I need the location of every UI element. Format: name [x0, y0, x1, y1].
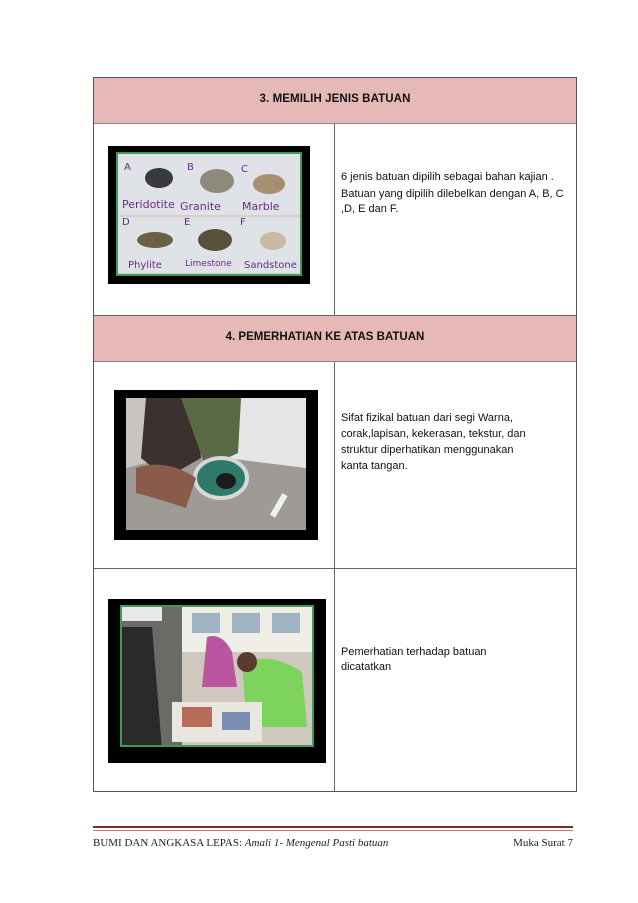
footer-rule	[93, 826, 573, 828]
footer-page-number: Muka Surat 7	[513, 837, 573, 849]
section-4a-image-cell	[94, 362, 335, 568]
section-4b-text-cell	[335, 569, 576, 791]
rock-name-peridotite: Peridotite	[122, 198, 175, 211]
rock-name-marble: Marble	[242, 200, 280, 213]
rock-samples-illustration	[118, 154, 302, 276]
footer-rule-thin	[93, 830, 573, 831]
section-3-row	[94, 124, 576, 316]
rock-name-granite: Granite	[180, 200, 221, 213]
rock-samples-photo	[108, 146, 310, 284]
page-footer	[93, 826, 573, 849]
footer-left-text	[93, 837, 388, 849]
rock-name-sandstone: Sandstone	[244, 260, 297, 271]
rock-letter-f: F	[240, 217, 246, 228]
section-4a-text-cell	[335, 362, 576, 568]
section-4-title: 4. PEMERHATIAN KE ATAS BATUAN	[225, 330, 425, 343]
rock-letter-a: A	[124, 162, 131, 173]
section-3-image-cell	[94, 124, 335, 315]
rock-letter-c: C	[241, 164, 248, 175]
section-4-header	[94, 316, 576, 362]
document-table	[93, 77, 577, 792]
section-3-description-2: Batuan yang dipilih dilebelkan dengan A, B, C ,D, E dan F.	[341, 188, 564, 215]
section-4-row-a	[94, 362, 576, 569]
rock-letter-e: E	[184, 217, 191, 228]
section-4-row-b	[94, 569, 576, 791]
section-3-title: 3. MEMILIH JENIS BATUAN	[259, 92, 411, 105]
footer-activity: Amali 1- Mengenal Pasti batuan	[244, 837, 389, 849]
rock-letter-b: B	[187, 162, 194, 173]
recording-photo	[108, 599, 326, 763]
section-3-description-1: 6 jenis batuan dipilih sebagai bahan kajian .	[341, 171, 554, 183]
section-3-text-cell	[335, 124, 576, 315]
magnifier-photo	[114, 390, 318, 540]
rock-name-phylite: Phylite	[128, 260, 162, 271]
magnifier-illustration	[126, 398, 306, 530]
rock-name-limestone: Limestone	[185, 259, 232, 269]
recording-illustration	[122, 607, 314, 747]
rock-letter-d: D	[122, 217, 130, 228]
section-4a-description: Sifat fizikal batuan dari segi Warna, corak,lapisan, kekerasan, tekstur, dan struktur diperhatikan menggunakan kanta tangan.	[341, 412, 526, 472]
section-4b-image-cell	[94, 569, 335, 791]
footer-subject: BUMI DAN ANGKASA LEPAS:	[93, 837, 245, 849]
section-3-header	[94, 78, 576, 124]
section-4b-description: Pemerhatian terhadap batuan dicatatkan	[341, 646, 487, 673]
